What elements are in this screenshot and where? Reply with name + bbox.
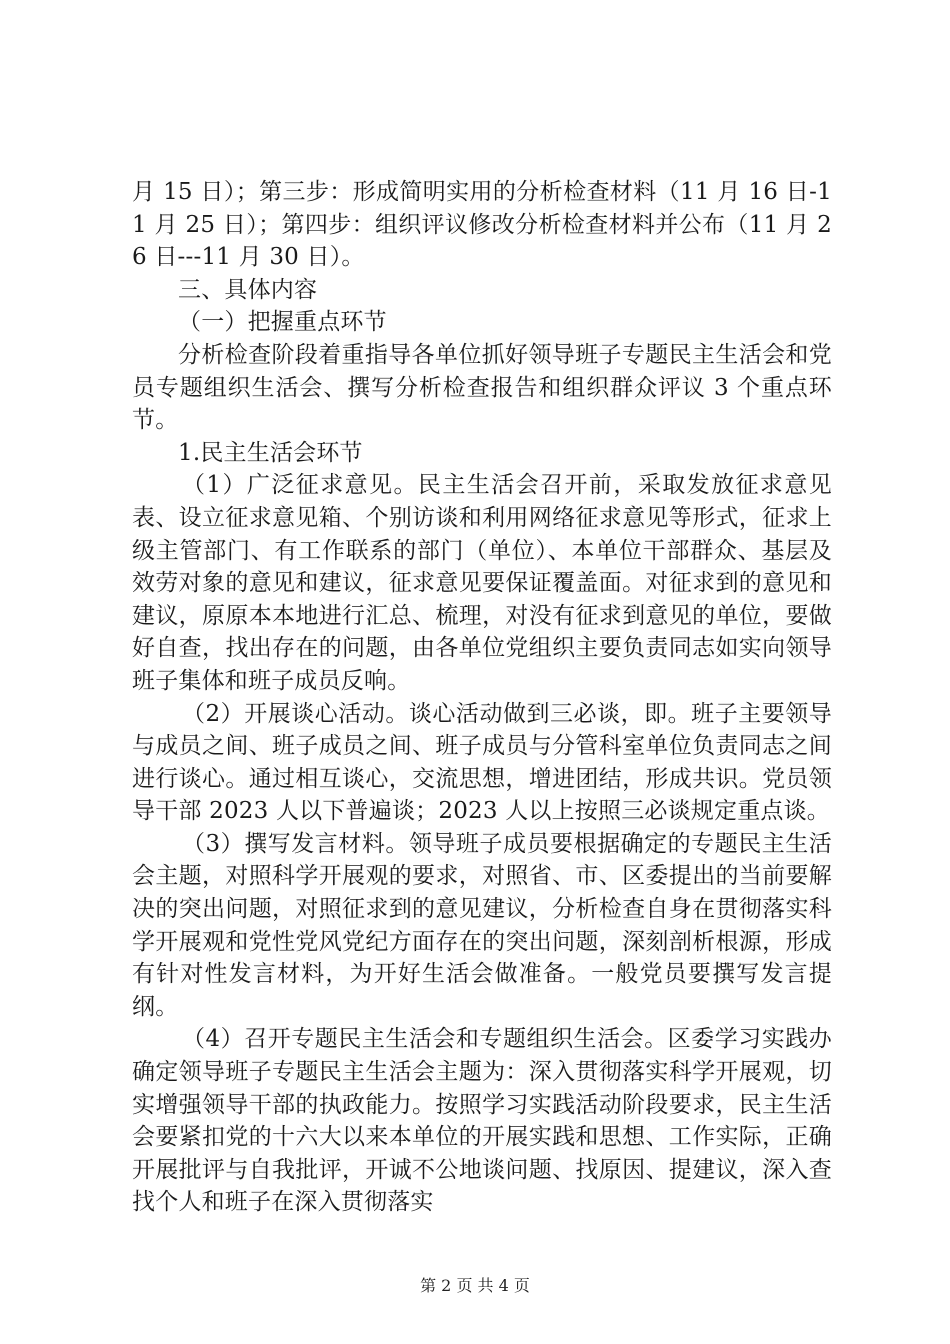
item-heading-democratic-life-meeting: 1.民主生活会环节 bbox=[178, 439, 363, 466]
paragraph-hold-special-meetings: （4）召开专题民主生活会和专题组织生活会。区委学习实践办确定领导班子专题民主生活会主题为：深入贯彻落实科学开展观，切实增强领导干部的执政能力。按照学习实践活动阶段要求，民主生活会要紧扣党的十六大以来本单位的开展实践和思想、工作实际，正确开展批评与自我批评，开诚不公地谈问题、找原因、提建议，深入查找个人和班子在深入贯彻落实 bbox=[132, 1026, 832, 1216]
paragraph-schedule-continuation: 月 15 日）；第三步：形成简明实用的分析检查材料（11 月 16 日-11 月 25 日）；第四步：组织评议修改分析检查材料并公布（11 月 26 日---11 月 30 日）。 bbox=[132, 179, 832, 271]
paragraph-solicit-opinions: （1）广泛征求意见。民主生活会召开前，采取发放征求意见表、设立征求意见箱、个别访谈和利用网络征求意见等形式，征求上级主管部门、有工作联系的部门（单位）、本单位干部群众、基层及效劳对象的意见和建议，征求意见要保证覆盖面。对征求到的意见和建议，原原本本地进行汇总、梳理，对没有征求到意见的单位，要做好自查，找出存在的问题，由各单位党组织主要负责同志如实向领导班子集体和班子成员反响。 bbox=[132, 472, 832, 694]
paragraph-heart-to-heart-talks: （2）开展谈心活动。谈心活动做到三必谈，即。班子主要领导与成员之间、班子成员之间、班子成员与分管科室单位负责同志之间进行谈心。通过相互谈心，交流思想，增进团结，形成共识。党员领导干部 2023 人以下普遍谈；2023 人以上按照三必谈规定重点谈。 bbox=[132, 700, 832, 825]
section-heading-specific-content: 三、具体内容 bbox=[178, 276, 318, 303]
paragraph-key-links-intro: 分析检查阶段着重指导各单位抓好领导班子专题民主生活会和党员专题组织生活会、撰写分析检查报告和组织群众评议 3 个重点环节。 bbox=[132, 341, 832, 434]
page-number-label: 第 2 页 共 4 页 bbox=[420, 1276, 530, 1295]
paragraph-write-speech-materials: （3）撰写发言材料。领导班子成员要根据确定的专题民主生活会主题，对照科学开展观的要求，对照省、市、区委提出的当前要解决的突出问题，对照征求到的意见建议，分析检查自身在贯彻落实科学开展观和党性党风党纪方面存在的突出问题，深刻剖析根源，形成有针对性发言材料，为开好生活会做准备。一般党员要撰写发言提纲。 bbox=[132, 830, 832, 1020]
document-body bbox=[132, 176, 832, 1219]
page-footer bbox=[0, 1276, 950, 1296]
subsection-heading-key-links: （一）把握重点环节 bbox=[178, 309, 387, 336]
